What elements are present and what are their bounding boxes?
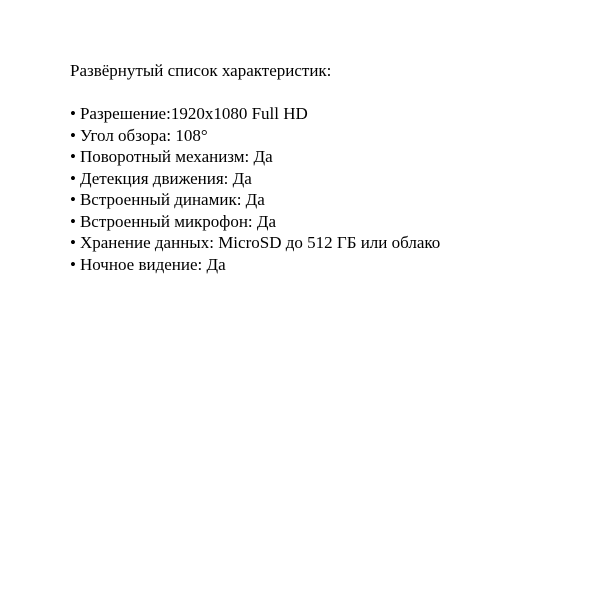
spec-item-text: Встроенный динамик: Да: [79, 190, 265, 209]
spec-item-resolution: [70, 103, 580, 125]
spec-item-text: Хранение данных: MicroSD до 512 ГБ или облако: [79, 233, 441, 252]
specs-heading: Развёрнутый список характеристик:: [70, 61, 332, 80]
bullet-glyph: •: [70, 233, 76, 252]
specs-list: [70, 103, 580, 275]
bullet-glyph: •: [70, 168, 76, 188]
spec-item-text: Поворотный механизм: Да: [79, 147, 273, 166]
spec-item-speaker: [70, 189, 580, 211]
bullet-glyph: •: [70, 104, 76, 123]
spec-item-text: Встроенный микрофон: Да: [79, 211, 277, 231]
spec-item-text: Угол обзора: 108°: [79, 125, 208, 145]
spec-item-motion-detection: [70, 168, 580, 190]
spec-item-text: Ночное видение: Да: [79, 254, 226, 274]
spec-item-rotation: [70, 146, 580, 168]
spec-item-view-angle: [70, 125, 580, 147]
bullet-glyph: •: [70, 190, 76, 209]
spec-item-text: Разрешение:1920x1080 Full HD: [79, 104, 308, 123]
spec-item-microphone: [70, 211, 580, 233]
bullet-glyph: •: [70, 254, 76, 274]
spec-item-text: Детекция движения: Да: [79, 168, 252, 188]
spec-item-night-vision: [70, 254, 580, 276]
bullet-glyph: •: [70, 147, 76, 166]
spec-item-storage: [70, 232, 580, 254]
document-body: [70, 60, 580, 275]
bullet-glyph: •: [70, 211, 76, 231]
bullet-glyph: •: [70, 125, 76, 145]
